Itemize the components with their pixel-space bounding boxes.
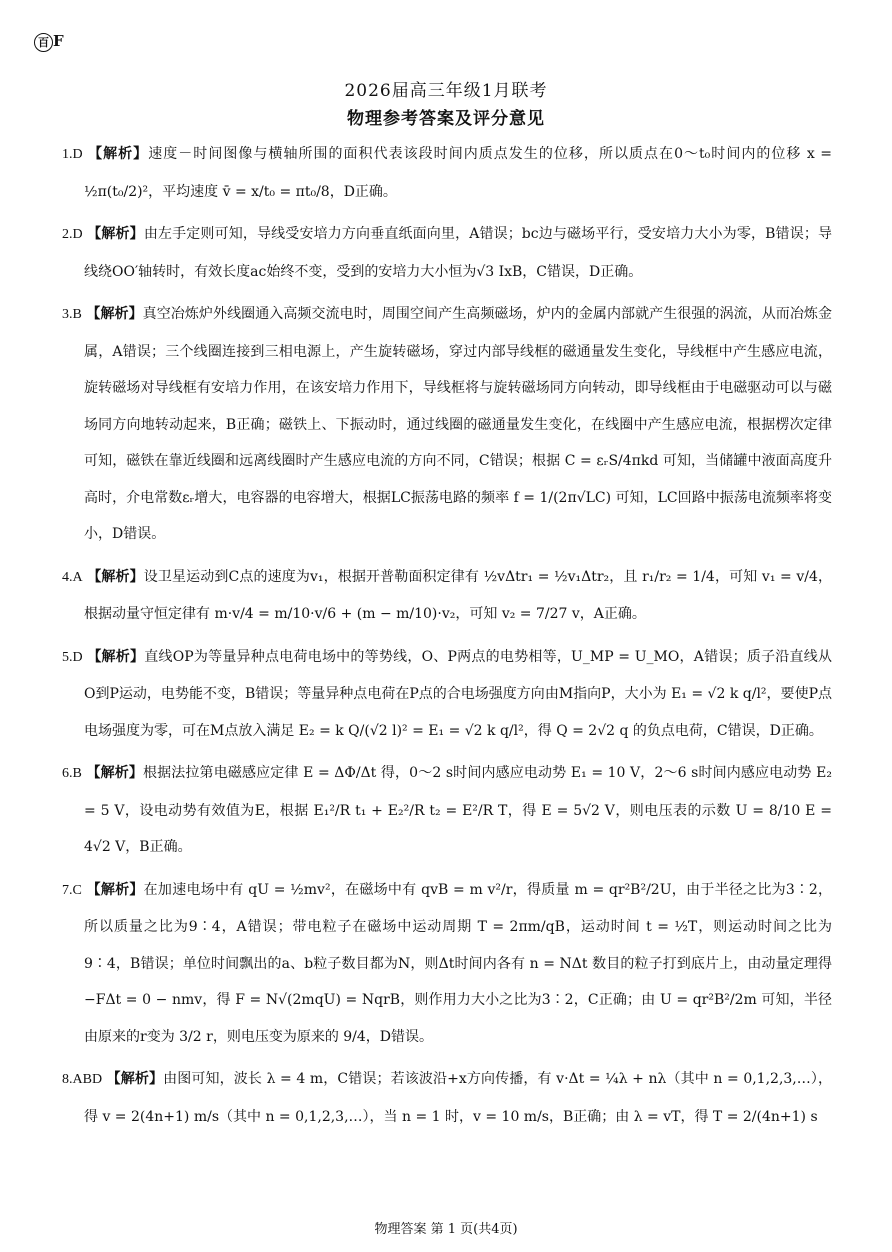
analysis-tag: 【解析】 (87, 226, 144, 242)
answer-number: 1.D (62, 147, 83, 162)
answer-text: 设卫星运动到C点的速度为v₁，根据开普勒面积定律有 ½vΔtr₁ = ½v₁Δtr₂，且 r₁/r₂ = 1/4，可知 v₁ = v/4，根据动量守恒定律有 m·v/4 = m/10·v/6 + (m − m/10)·v₂，可知 v₂ = 7/27 v，A正确。 (84, 568, 832, 622)
answer-text: 真空冶炼炉外线圈通入高频交流电时，周围空间产生高频磁场，炉内的金属内部就产生很强的涡流，从而冶炼金属，A错误；三个线圈连接到三相电源上，产生旋转磁场，穿过内部导线框的磁通量发生变化，导线框中产生感应电流，旋转磁场对导线框有安培力作用，在该安培力作用下，导线框将与旋转磁场同方向转动，即导线框由于电磁驱动可以与磁场同方向地转动起来，B正确；磁铁上、下振动时，通过线圈的磁通量发生变化，在线圈中产生感应电流，根据楞次定律可知，磁铁在靠近线圈和远离线圈时产生感应电流的方向不同，C错误；根据 C = εᵣS/4πkd 可知，当储罐中液面高度升高时，介电常数εᵣ增大，电容器的电容增大，根据LC振荡电路的频率 f = 1/(2π√LC) 可知，LC回路中振荡电流频率将变小，D错误。 (84, 306, 833, 542)
brand-logo (34, 32, 64, 52)
analysis-tag: 【解析】 (88, 146, 149, 162)
answer-item-1 (62, 136, 832, 210)
answer-number: 5.D (62, 649, 83, 665)
answer-item-2 (62, 216, 832, 290)
analysis-tag: 【解析】 (87, 648, 145, 665)
answer-number: 2.D (62, 227, 83, 242)
answer-number: 6.B (62, 766, 82, 781)
answer-text: 直线OP为等量异种点电荷电场中的等势线，O、P两点的电势相等，U_MP = U_MO，A错误；质子沿直线从O到P运动，电势能不变，B错误；等量异种点电荷在P点的合电场强度方向由M指向P，大小为 E₁ = √2 k q/l²，要使P点电场强度为零，可在M点放入满足 E₂ = k Q/(√2 l)² = E₁ = √2 k q/l²，得 Q = 2√2 q 的负点电荷，C错误，D正确。 (84, 648, 832, 739)
answer-number: 3.B (62, 307, 82, 322)
answer-number: 7.C (62, 882, 82, 898)
analysis-tag: 【解析】 (106, 1071, 164, 1087)
answer-text: 由图可知，波长 λ = 4 m，C错误；若该波沿+x方向传播，有 v·Δt = ¼λ + nλ（其中 n = 0,1,2,3,…），得 v = 2(4n+1) m/s（其中 n = 0,1,2,3,…），当 n = 1 时，v = 10 m/s，B正确；由 λ = vT，得 T = 2/(4n+1) s (84, 1071, 833, 1125)
answer-item-5 (62, 639, 832, 750)
analysis-tag: 【解析】 (87, 568, 144, 585)
answer-item-6 (62, 755, 832, 866)
analysis-tag: 【解析】 (86, 881, 144, 898)
answer-text: 在加速电场中有 qU = ½mv²，在磁场中有 qvB = m v²/r，得质量 m = qr²B²/2U，由于半径之比为3∶2，所以质量之比为9∶4，A错误；带电粒子在磁场中运动周期 T = 2πm/qB，运动时间 t = ½T，则运动时间之比为9∶4，B错误；单位时间飘出的a、b粒子数目都为N，则Δt时间内各有 n = NΔt 数目的粒子打到底片上，由动量定理得 −FΔt = 0 − nmv，得 F = N√(2mqU) = NqrB，则作用力大小之比为3∶2，C正确；由 U = qr²B²/2m 可知，半径由原来的r变为 3/2 r，则电压变为原来的 9/4，D错误。 (84, 881, 833, 1045)
answer-title: 物理参考答案及评分意见 (347, 109, 545, 129)
answer-item-8 (62, 1061, 832, 1135)
answer-text: 根据法拉第电磁感应定律 E = ΔΦ/Δt 得，0～2 s时间内感应电动势 E₁ = 10 V，2～6 s时间内感应电动势 E₂ = 5 V，设电动势有效值为E，根据 E₁²/R t₁ + E₂²/R t₂ = E²/R T，得 E = 5√2 V，则电压表的示数 U = 8/10 E = 4√2 V，B正确。 (84, 765, 832, 855)
answer-item-4 (62, 559, 832, 633)
answer-text: 速度－时间图像与横轴所围的面积代表该段时间内质点发生的位移，所以质点在0～t₀时间内的位移 x = ½π(t₀/2)²，平均速度 v̄ = x/t₀ = πt₀/8，D正确。 (84, 146, 833, 200)
logo-letter: F (53, 32, 64, 50)
answer-item-3 (62, 296, 832, 553)
answer-list (62, 136, 832, 1141)
analysis-tag: 【解析】 (86, 306, 143, 322)
exam-title: 2026届高三年级1月联考 (344, 81, 548, 101)
answer-text: 由左手定则可知，导线受安培力方向垂直纸面向里，A错误；bc边与磁场平行，受安培力大小为零，B错误；导线绕OO′轴转时，有效长度ac始终不变，受到的安培力大小恒为√3 IxB，C错误，D正确。 (84, 226, 833, 280)
answer-number: 8.ABD (62, 1072, 103, 1087)
analysis-tag: 【解析】 (86, 765, 143, 781)
answer-item-7 (62, 872, 832, 1056)
page-footer: 物理答案 第 1 页(共4页) (374, 1222, 518, 1237)
logo-circle-icon: 百 (34, 33, 53, 52)
answer-number: 4.A (62, 569, 83, 585)
